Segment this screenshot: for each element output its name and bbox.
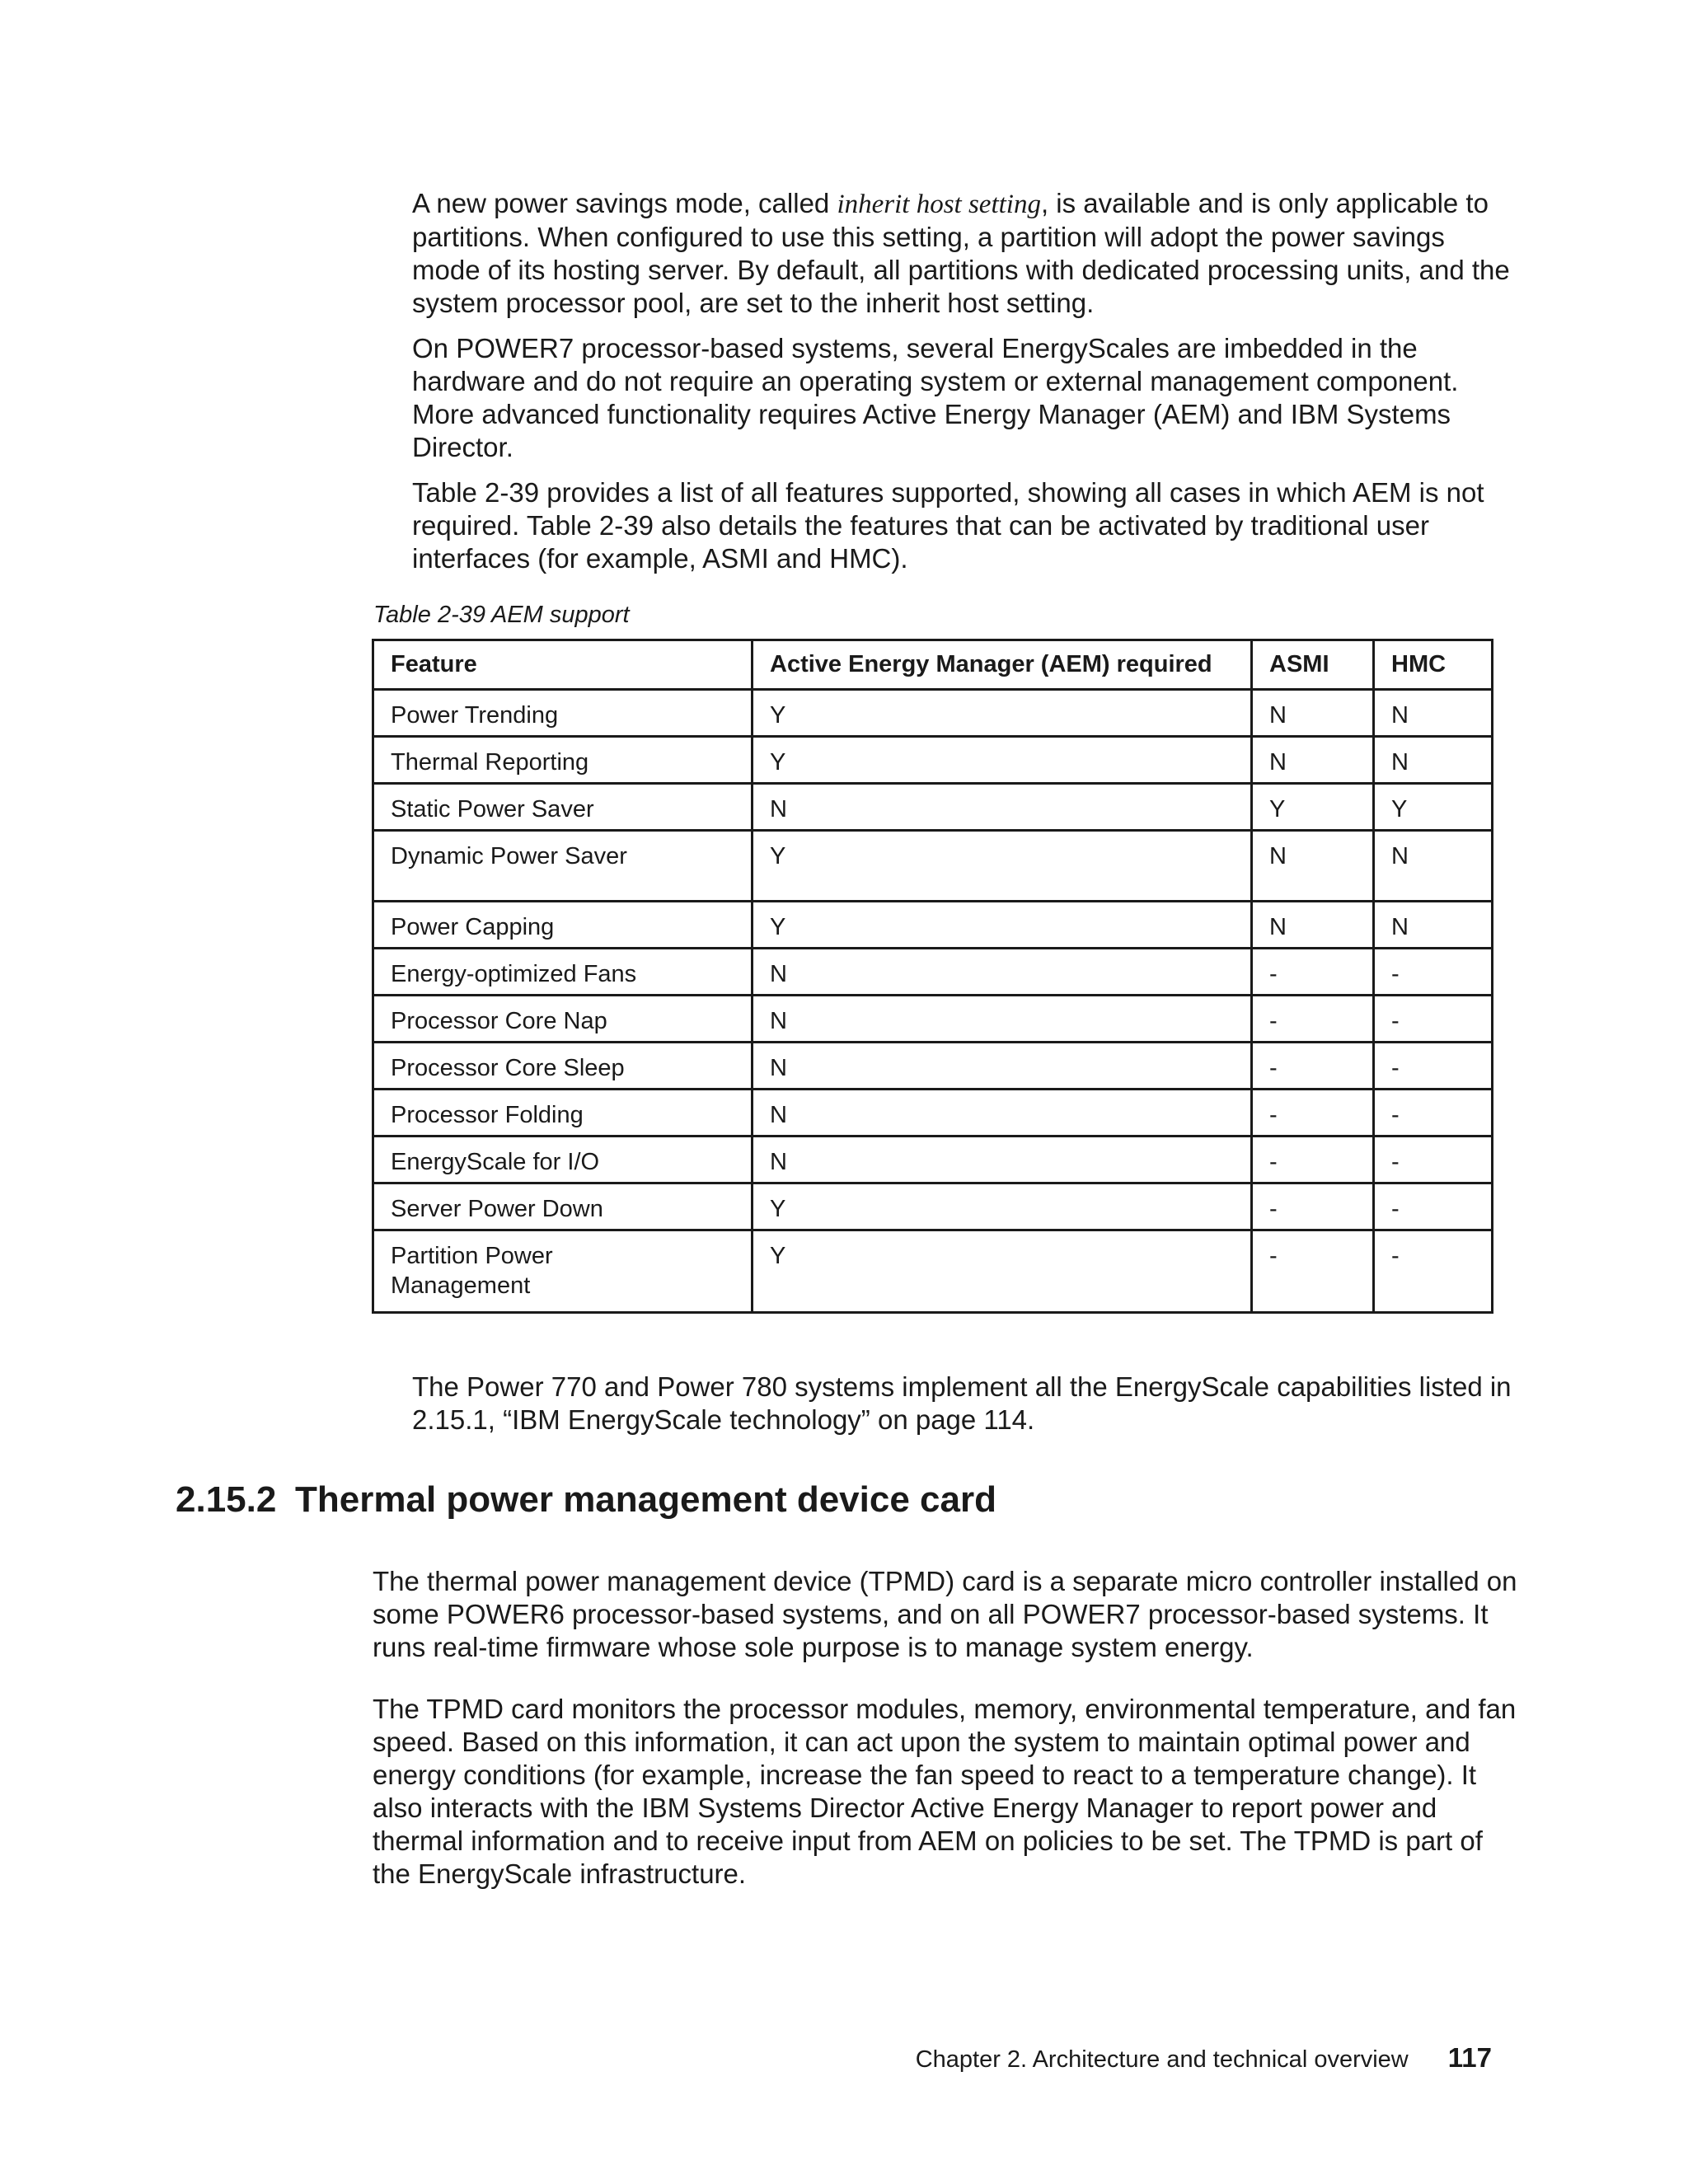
cell-asmi: N: [1252, 690, 1374, 737]
cell-hmc: -: [1374, 1090, 1493, 1137]
section-title: Thermal power management device card: [295, 1479, 996, 1520]
table-row: [373, 996, 1493, 1043]
cell-feature: Partition Power Management: [373, 1230, 753, 1313]
cell-aem: N: [753, 1137, 1252, 1183]
cell-hmc: -: [1374, 949, 1493, 996]
cell-feature: Static Power Saver: [373, 784, 753, 831]
cell-aem: Y: [753, 690, 1252, 737]
cell-asmi: -: [1252, 996, 1374, 1043]
header-aem-required: Active Energy Manager (AEM) required: [753, 640, 1252, 690]
section-paragraph-2: The TPMD card monitors the processor modules, memory, environmental temperature, and fan speed. Based on this information, it can act upon the system to maintain optimal power and energy conditions (for example, increase the fan speed to react to a temperature change). It also interacts with the IBM Systems Director Active Energy Manager to report power and thermal information and to receive input from AEM on policies to be set. The TPMD is part of the EnergyScale infrastructure.: [373, 1694, 1517, 1889]
cell-hmc: N: [1374, 737, 1493, 784]
intro-p1-italic: inherit host setting: [837, 190, 1041, 219]
cell-aem: N: [753, 1043, 1252, 1090]
intro-paragraph-2: On POWER7 processor-based systems, several EnergyScales are imbedded in the hardware and do not require an operating system or external management component. More advanced functionality requires Active Energy Manager (AEM) and IBM Systems Director.: [412, 333, 1459, 462]
table-row: [373, 1043, 1493, 1090]
table-row: [373, 949, 1493, 996]
header-feature: Feature: [373, 640, 753, 690]
header-hmc: HMC: [1374, 640, 1493, 690]
page-number: 117: [1447, 2042, 1492, 2073]
cell-asmi: -: [1252, 1137, 1374, 1183]
cell-hmc: -: [1374, 1230, 1493, 1313]
table-caption: Table 2-39 AEM support: [373, 602, 630, 628]
table-row: [373, 1137, 1493, 1183]
table-header-row: [373, 640, 1493, 690]
cell-feature: Dynamic Power Saver: [373, 831, 753, 902]
cell-feature: Thermal Reporting: [373, 737, 753, 784]
table-row: [373, 831, 1493, 902]
page-footer: [916, 2042, 1492, 2074]
cell-asmi: -: [1252, 1043, 1374, 1090]
table-row: [373, 737, 1493, 784]
table-row: [373, 784, 1493, 831]
cell-aem: Y: [753, 902, 1252, 949]
cell-hmc: N: [1374, 690, 1493, 737]
header-asmi: ASMI: [1252, 640, 1374, 690]
cell-asmi: -: [1252, 1230, 1374, 1313]
cell-feature: Energy-optimized Fans: [373, 949, 753, 996]
cell-aem: N: [753, 996, 1252, 1043]
cell-asmi: Y: [1252, 784, 1374, 831]
cell-aem: Y: [753, 1230, 1252, 1313]
cell-aem: Y: [753, 737, 1252, 784]
cell-feature: EnergyScale for I/O: [373, 1137, 753, 1183]
cell-feature: Processor Core Nap: [373, 996, 753, 1043]
intro-p1-after: , is available and is only applicable to partitions. When configured to use this setting, a partition will adopt the power savings mode of its hosting server. By default, all partitions with dedicated processing units, and the system processor pool, are set to the inherit host setting.: [412, 188, 1510, 318]
cell-hmc: -: [1374, 996, 1493, 1043]
cell-hmc: N: [1374, 831, 1493, 902]
section-heading: [176, 1479, 996, 1521]
cell-asmi: -: [1252, 1183, 1374, 1230]
cell-asmi: -: [1252, 949, 1374, 996]
cell-hmc: -: [1374, 1043, 1493, 1090]
cell-asmi: N: [1252, 831, 1374, 902]
cell-aem: Y: [753, 831, 1252, 902]
cell-asmi: N: [1252, 737, 1374, 784]
footer-chapter: Chapter 2. Architecture and technical overview: [915, 2046, 1409, 2073]
cell-feature: Processor Folding: [373, 1090, 753, 1137]
cell-aem: N: [753, 949, 1252, 996]
cell-feature: Server Power Down: [373, 1183, 753, 1230]
table-row: [373, 1230, 1493, 1313]
cell-feature: Power Capping: [373, 902, 753, 949]
cell-asmi: N: [1252, 902, 1374, 949]
cell-aem: N: [753, 784, 1252, 831]
cell-hmc: -: [1374, 1183, 1493, 1230]
cell-hmc: -: [1374, 1137, 1493, 1183]
intro-paragraph-1: [412, 187, 1517, 320]
section-paragraph-1: The thermal power management device (TPMD) card is a separate micro controller installed on some POWER6 processor-based systems, and on all POWER7 processor-based systems. It runs real-time firmware whose sole purpose is to manage system energy.: [373, 1566, 1517, 1662]
cell-feature: Power Trending: [373, 690, 753, 737]
table-row: [373, 1090, 1493, 1137]
cell-feature: Processor Core Sleep: [373, 1043, 753, 1090]
intro-paragraph-3: Table 2-39 provides a list of all features supported, showing all cases in which AEM is not required. Table 2-39 also details the features that can be activated by traditional user interfaces (for example, ASMI and HMC).: [412, 477, 1484, 574]
section-number: 2.15.2: [176, 1479, 277, 1520]
after-table-paragraph: The Power 770 and Power 780 systems implement all the EnergyScale capabilities listed in 2.15.1, “IBM EnergyScale technology” on page 114.: [412, 1371, 1512, 1435]
table-row: [373, 690, 1493, 737]
intro-p1-before: A new power savings mode, called: [412, 188, 837, 218]
table-row: [373, 902, 1493, 949]
aem-support-table: [372, 639, 1493, 1314]
cell-aem: Y: [753, 1183, 1252, 1230]
cell-asmi: -: [1252, 1090, 1374, 1137]
cell-aem: N: [753, 1090, 1252, 1137]
cell-hmc: N: [1374, 902, 1493, 949]
cell-hmc: Y: [1374, 784, 1493, 831]
table-row: [373, 1183, 1493, 1230]
